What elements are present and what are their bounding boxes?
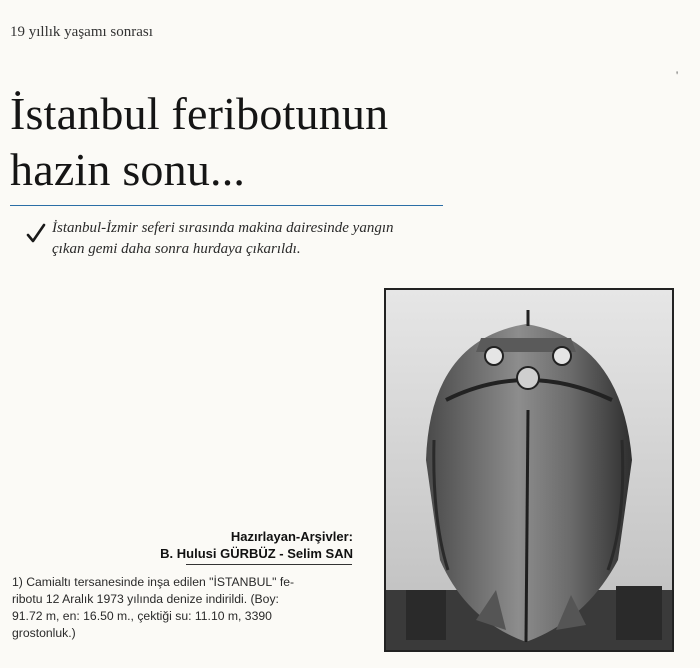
photo-caption [12, 574, 364, 642]
summary [26, 218, 506, 260]
caption-line-3: 91.72 m, en: 16.50 m., çektiği su: 11.10 m, 3390 [12, 609, 272, 623]
headline [10, 86, 490, 198]
summary-line-2: çıkan gemi daha sonra hurdaya çıkarıldı. [52, 241, 301, 257]
caption-line-1: 1) Camialtı tersanesinde inşa edilen "İSTANBUL" fe- [12, 575, 295, 589]
headline-rule [10, 205, 443, 206]
kicker: 19 yıllık yaşamı sonrası [10, 24, 153, 40]
summary-text [52, 218, 394, 260]
headline-line-1: İstanbul feribotunun [10, 88, 389, 139]
check-icon [26, 222, 46, 244]
credit [80, 528, 353, 562]
caption-line-4: grostonluk.) [12, 626, 76, 640]
ship-photo [384, 288, 674, 652]
caption-line-2: ribotu 12 Aralık 1973 yılında denize indirildi. (Boy: [12, 592, 279, 606]
summary-line-1: İstanbul-İzmir seferi sırasında makina dairesinde yangın [52, 220, 394, 236]
credit-line-2: B. Hulusi GÜRBÜZ - Selim SAN [160, 546, 353, 561]
margin-mark: ' [676, 68, 679, 82]
headline-line-2: hazin sonu... [10, 144, 246, 195]
credit-rule [186, 564, 352, 565]
ship-bow-illustration [386, 290, 672, 650]
credit-line-1: Hazırlayan-Arşivler: [230, 529, 353, 544]
